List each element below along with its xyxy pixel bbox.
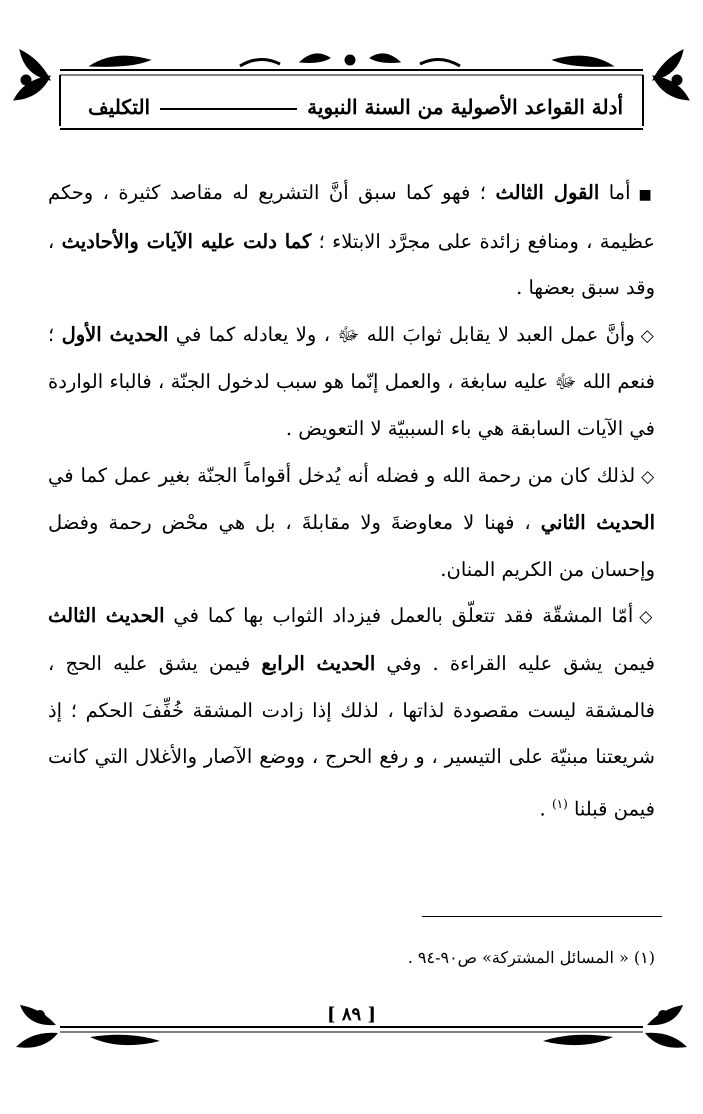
chapter-title: التكليف — [88, 95, 151, 119]
paragraph-1: ■أما القول الثالث ؛ فهو كما سبق أنَّ التشريع له مقاصد كثيرة ، وحكم عظيمة ، ومنافع زائدة على مجرَّد الابتلاء ؛ كما دلت عليه الآيات والأحاديث ، وقد سبق بعضها . — [48, 181, 655, 300]
paragraph-4: ◇أمّا المشقّة فقد تتعلّق بالعمل فيزداد الثواب بها كما في الحديث الثالث فيمن يشق عليه القراءة . وفي الحديث الرابع فيمن يشق عليه الحج ، فالمشقة ليست مقصودة لذاتها ، لذلك إذا زادت المشقة خُفِّفَ الحكم ؛ إذ شريعتنا مبنيّة على التيسير ، و رفع الحرج ، ووضع الآصار والأغلال التي كانت فيمن قبلنا $^{(١)}$ . — [48, 604, 655, 821]
footnote-rule — [422, 916, 662, 917]
header-rule — [60, 128, 643, 130]
footer-ornament — [0, 985, 703, 1065]
bullet-square: ■ — [638, 187, 655, 203]
bullet-diamond: ◇ — [640, 325, 656, 346]
book-title: أدلة القواعد الأصولية من السنة النبوية — [307, 95, 623, 119]
bullet-diamond: ◇ — [641, 466, 656, 487]
body-text — [48, 170, 655, 833]
page-number: [ ٨٩ ] — [327, 1004, 376, 1025]
title-dash — [160, 108, 297, 110]
bullet-diamond: ◇ — [639, 607, 655, 628]
paragraph-2: ◇وأنَّ عمل العبد لا يقابل ثوابَ الله ﷻ ، ولا يعادله كما في الحديث الأول ؛ فنعم الله ﷻ عليه سابغة ، والعمل إنّما هو سبب لدخول الجنّة ، فالباء الواردة في الآيات السابقة هي باء السببيّة لا التعويض . — [48, 322, 656, 440]
footnote-ref[interactable]: (١) — [551, 796, 568, 811]
running-title — [88, 90, 623, 124]
footnote: (١) « المسائل المشتركة» ص٩٠-٩٤ . — [407, 948, 655, 967]
paragraph-3: ◇لذلك كان من رحمة الله و فضله أنه يُدخل أقواماً الجنّة بغير عمل كما في الحديث الثاني ، فهنا لا معاوضةَ ولا مقابلةَ ، بل هي محْض رحمة وفضل وإحسان من الكريم المنان. — [48, 463, 656, 581]
